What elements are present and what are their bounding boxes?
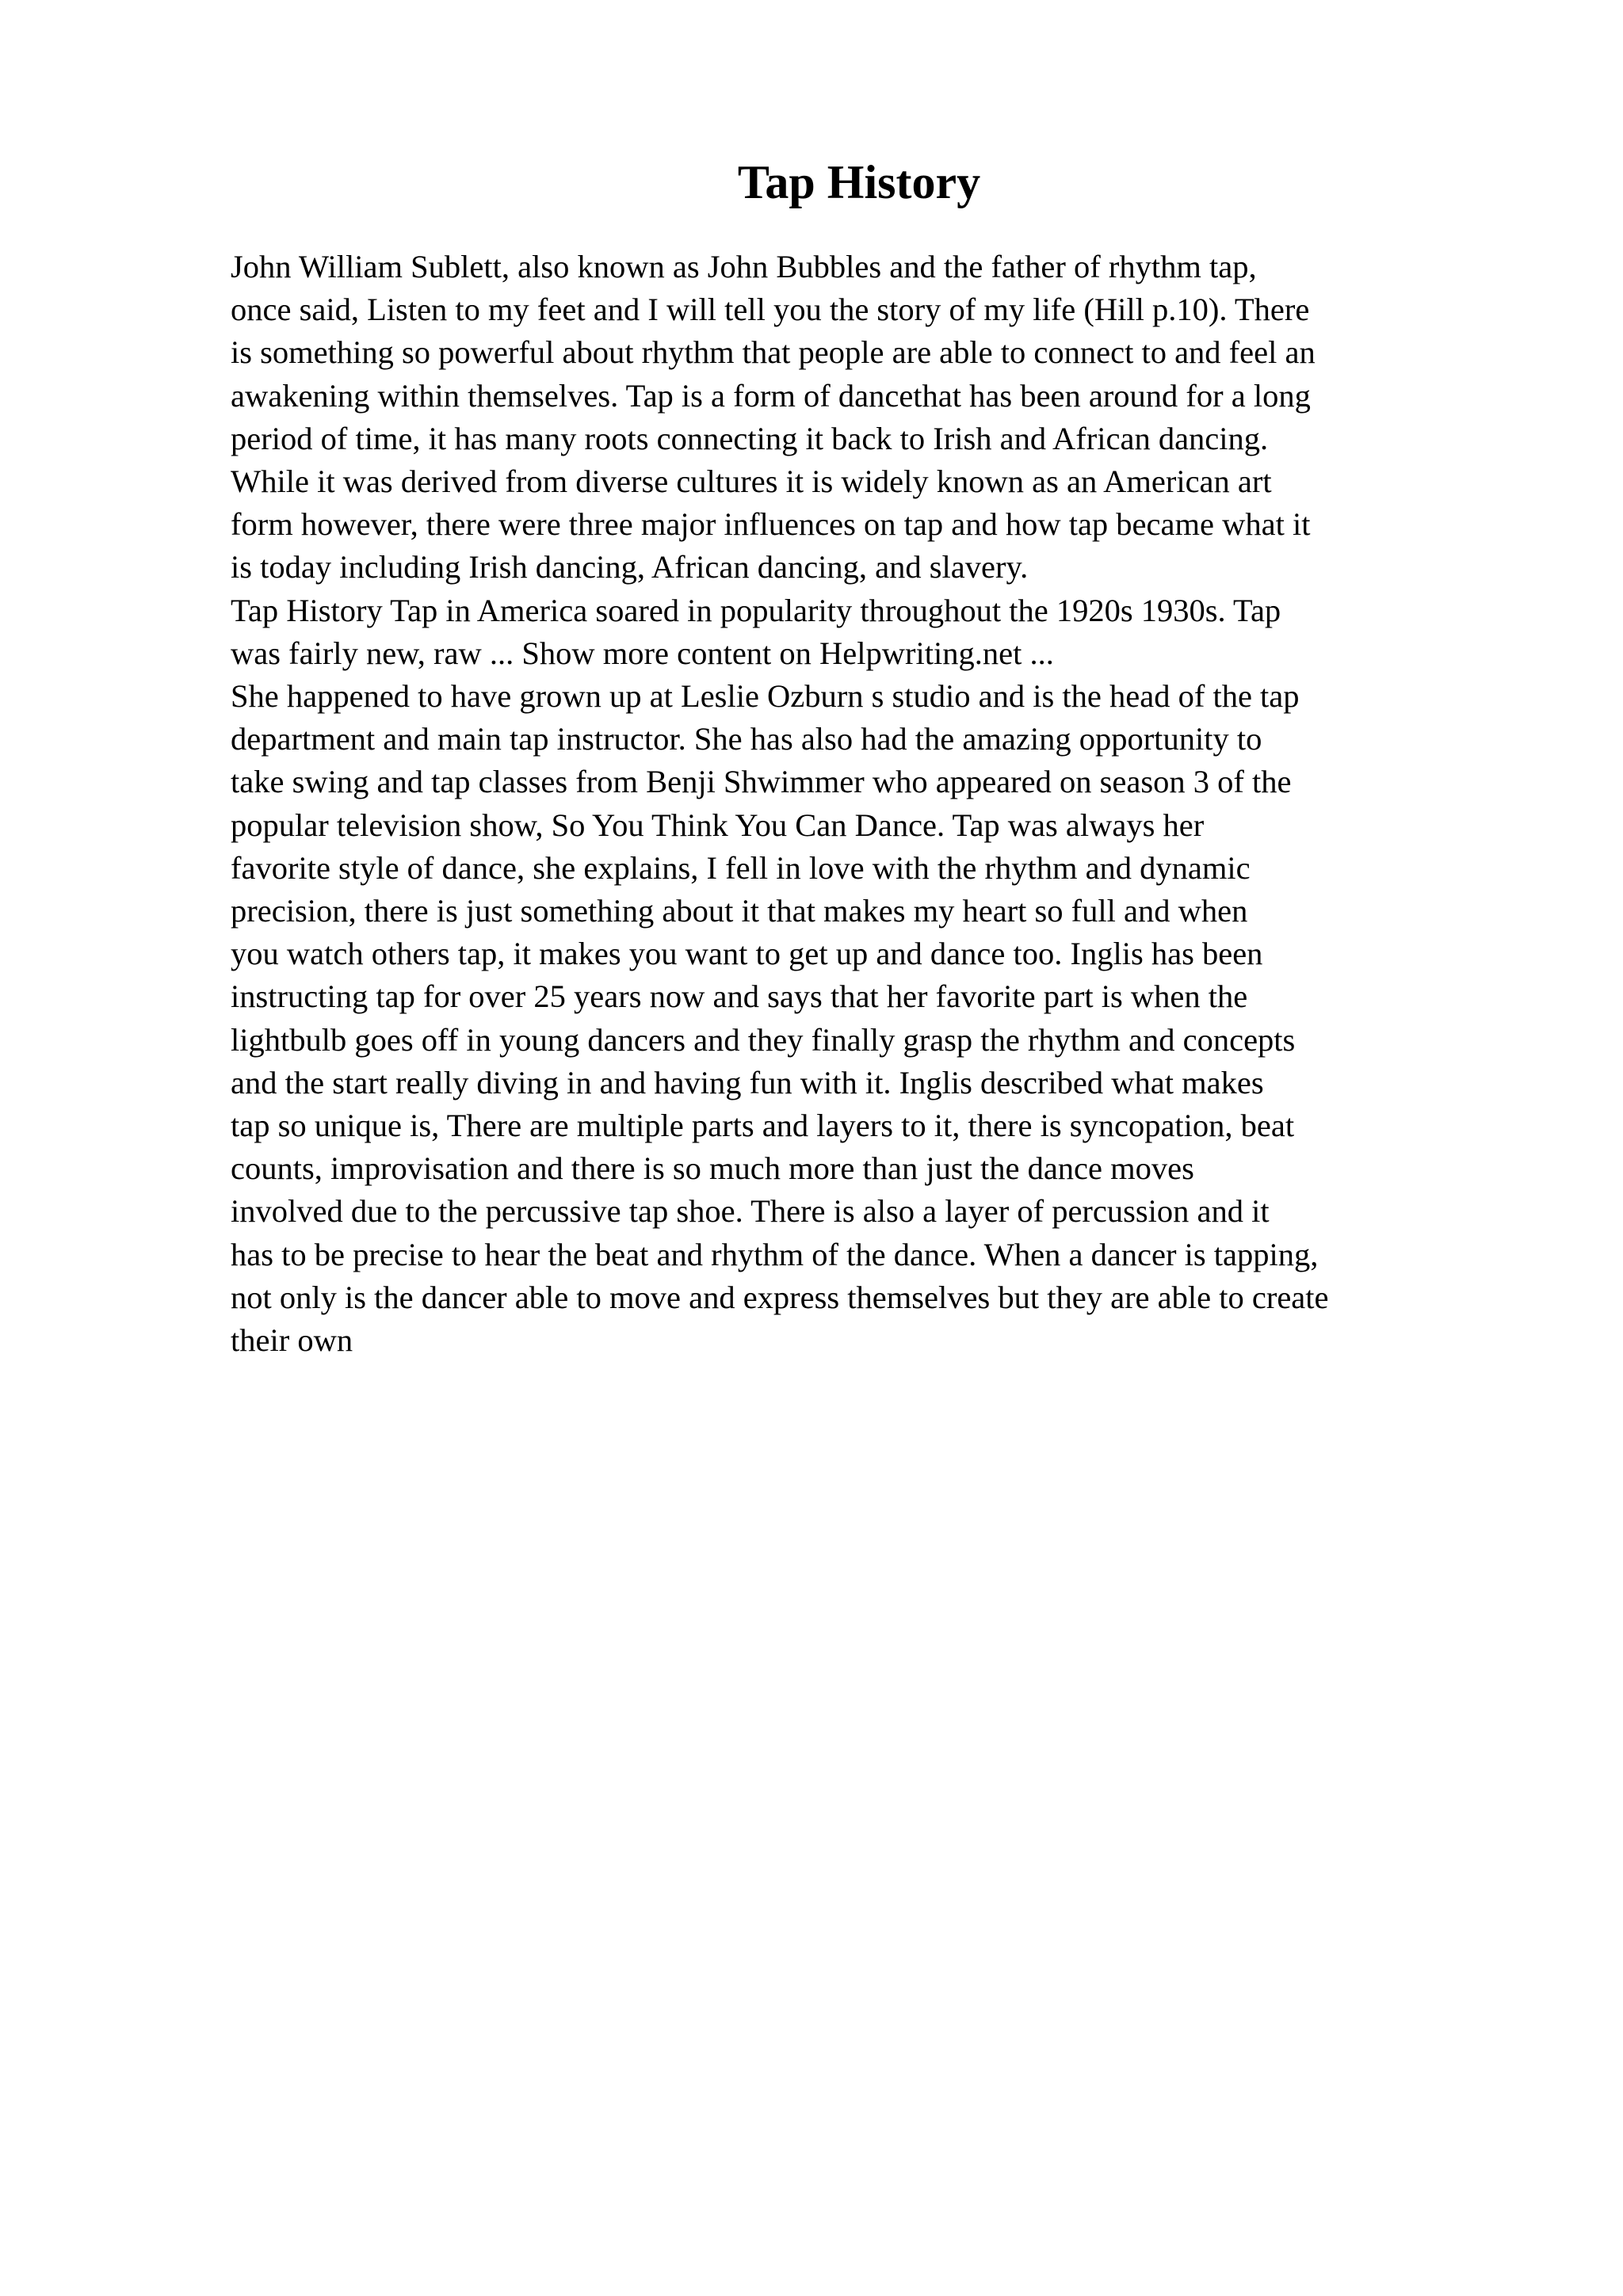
text-line: lightbulb goes off in young dancers and they finally grasp the rhythm and concepts <box>231 1021 1296 1058</box>
text-line: their own <box>231 1322 353 1359</box>
text-line: favorite style of dance, she explains, I fell in love with the rhythm and dynamic <box>231 849 1251 886</box>
text-line: While it was derived from diverse cultures it is widely known as an American art <box>231 463 1272 500</box>
text-line: Tap History Tap in America soared in popularity throughout the 1920s 1930s. Tap <box>231 592 1281 628</box>
text-line: popular television show, So You Think You Can Dance. Tap was always her <box>231 807 1205 843</box>
text-line: and the start really diving in and having fun with it. Inglis described what makes <box>231 1064 1264 1100</box>
text-line: involved due to the percussive tap shoe. There is also a layer of percussion and it <box>231 1193 1270 1230</box>
text-line: department and main tap instructor. She has also had the amazing opportunity to <box>231 721 1262 757</box>
text-line: instructing tap for over 25 years now and says that her favorite part is when the <box>231 978 1248 1015</box>
text-line: is something so powerful about rhythm that people are able to connect to and feel an <box>231 334 1316 371</box>
text-line: once said, Listen to my feet and I will tell you the story of my life (Hill p.10). There <box>231 292 1310 328</box>
text-line: has to be precise to hear the beat and rhythm of the dance. When a dancer is tapping, <box>231 1236 1319 1272</box>
text-line: tap so unique is, There are multiple parts and layers to it, there is syncopation, beat <box>231 1108 1295 1144</box>
document-body <box>231 246 1594 1362</box>
text-line: precision, there is just something about it that makes my heart so full and when <box>231 893 1248 929</box>
text-line: form however, there were three major influences on tap and how tap became what it <box>231 506 1311 543</box>
text-line: She happened to have grown up at Leslie Ozburn s studio and is the head of the tap <box>231 678 1300 715</box>
text-line: is today including Irish dancing, African dancing, and slavery. <box>231 549 1029 585</box>
text-line: was fairly new, raw ... Show more content on Helpwriting.net ... <box>231 635 1054 671</box>
text-line: take swing and tap classes from Benji Shwimmer who appeared on season 3 of the <box>231 764 1292 800</box>
text-line: you watch others tap, it makes you want to get up and dance too. Inglis has been <box>231 936 1263 972</box>
text-line: counts, improvisation and there is so much more than just the dance moves <box>231 1150 1194 1187</box>
text-line: period of time, it has many roots connecting it back to Irish and African dancing. <box>231 420 1269 456</box>
text-line: awakening within themselves. Tap is a form of dancethat has been around for a long <box>231 377 1311 414</box>
text-line: John William Sublett, also known as John Bubbles and the father of rhythm tap, <box>231 249 1257 284</box>
page-title: Tap History <box>737 156 981 208</box>
text-line: not only is the dancer able to move and express themselves but they are able to create <box>231 1279 1329 1315</box>
